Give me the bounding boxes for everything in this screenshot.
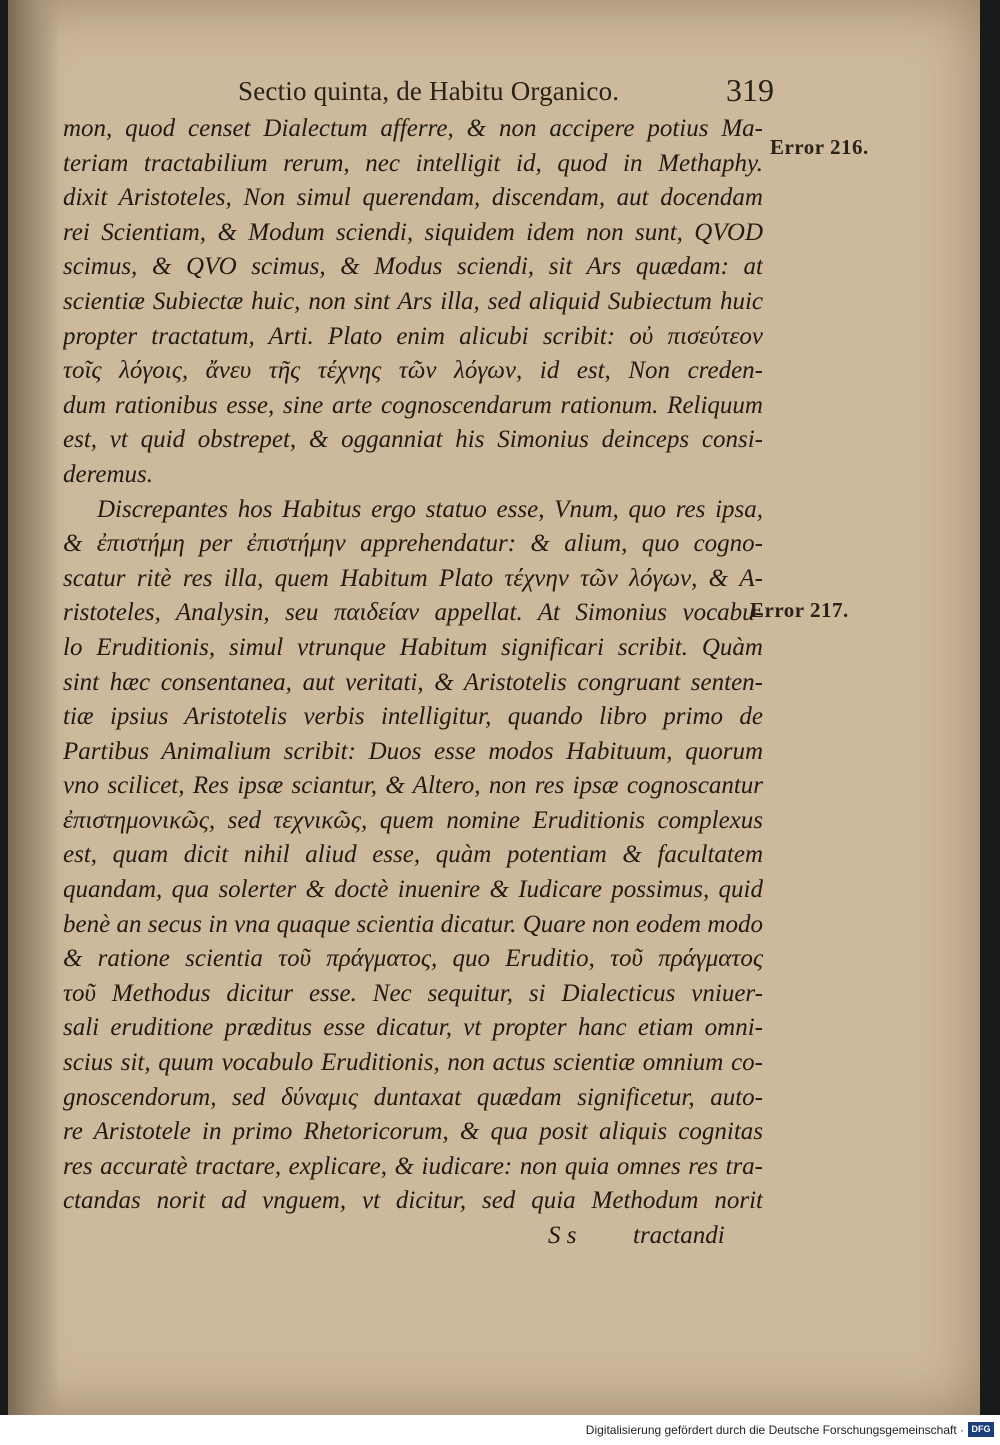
page-header [8,70,980,110]
text-line: quandam, qua solerter & doctè inuenire & Iudicare possimus, quid [63,876,763,904]
text-line: teriam tractabilium rerum, nec intelligit id, quod in Methaphy. [63,149,763,177]
text-line: τοῖς λόγοις, ἄνευ τῆς τέχνης τῶν λόγων, id est, Non creden- [63,357,763,385]
text-line: dum rationibus esse, sine arte cognoscendarum rationum. Reliquum [63,391,763,419]
text-line: scius sit, quum vocabulo Eruditionis, non actus scientiæ omnium co- [63,1049,763,1077]
text-line: sint hæc consentanea, aut veritati, & Aristotelis congruant senten- [63,668,763,696]
text-line: res accuratè tractare, explicare, & iudicare: non quia omnes res tra- [63,1152,763,1180]
text-line: scatur ritè res illa, quem Habitum Plato τέχνην τῶν λόγων, & A- [63,564,763,592]
text-line: re Aristotele in primo Rhetoricorum, & qua posit aliquis cognitas [63,1118,763,1146]
text-line: lo Eruditionis, simul vtrunque Habitum significari scribit. Quàm [63,633,763,661]
catchword: tractandi [633,1222,725,1249]
text-line: mon, quod censet Dialectum afferre, & non accipere potius Ma- [63,115,763,142]
book-page [8,0,980,1415]
page-number: 319 [726,72,774,108]
dfg-logo-icon: DFG [968,1422,994,1437]
text-line: Partibus Animalium scribit: Duos esse modos Habituum, quorum [63,737,763,765]
text-line: sali eruditione præditus esse dicatur, vt propter hanc etiam omni- [63,1014,763,1042]
signature-line [63,1219,763,1254]
text-line: & ἐπιστήμη per ἐπιστήμην apprehendatur: & alium, quo cogno- [63,530,763,558]
footer-bar [0,1415,1000,1445]
text-line: benè an secus in vna quaque scientia dicatur. Quare non eodem modo [63,910,763,938]
text-line: Discrepantes hos Habitus ergo statuo esse, Vnum, quo res ipsa, [97,495,763,523]
text-line: deremus. [63,460,154,488]
text-line: gnoscendorum, sed δύναμις duntaxat quædam significetur, auto- [63,1083,763,1111]
running-head: Sectio quinta, de Habitu Organico. [238,76,620,106]
page-gutter-shadow [8,0,60,1415]
text-line: ctandas norit ad vnguem, vt dicitur, sed quia Methodum norit [63,1187,763,1215]
text-line: scientiæ Subiectæ huic, non sint Ars illa, sed aliquid Subiectum huic [63,287,763,315]
text-line: scimus, & QVO scimus, & Modus sciendi, sit Ars quædam: at [63,253,763,281]
text-line: & ratione scientia τοῦ πράγματος, quo Eruditio, τοῦ πράγματος [63,945,763,973]
text-line: vno scilicet, Res ipsæ sciantur, & Altero, non res ipsæ cognoscantur [63,772,763,800]
text-line: est, quam dicit nihil aliud esse, quàm potentiam & facultatem [63,841,763,869]
margin-note-error-217: Error 217. [750,598,849,622]
text-line: propter tractatum, Arti. Plato enim alicubi scribit: οὐ πισεύτεον [63,322,763,350]
text-line: tiæ ipsius Aristotelis verbis intelligitur, quando libro primo de [63,703,763,731]
text-line: ἐπιστημονικῶς, sed τεχνικῶς, quem nomine Eruditionis complexus [63,806,763,834]
text-line: ristoteles, Analysin, seu παιδείαν appellat. At Simonius vocabu- [63,599,763,627]
margin-note-error-216: Error 216. [770,135,869,159]
text-line: rei Scientiam, & Modum sciendi, siquidem idem non sunt, QVOD [63,218,763,246]
text-line: dixit Aristoteles, Non simul querendam, discendam, aut docendam [63,184,763,212]
text-line: τοῦ Methodus dicitur esse. Nec sequitur, si Dialecticus vniuer- [63,979,763,1007]
body-text [63,112,763,1254]
text-line: est, vt quid obstrepet, & ogganniat his Simonius deinceps consi- [63,426,763,454]
footer-credit: Digitalisierung gefördert durch die Deutsche Forschungsgemeinschaft · [585,1423,964,1437]
signature-mark: S s [548,1222,577,1249]
